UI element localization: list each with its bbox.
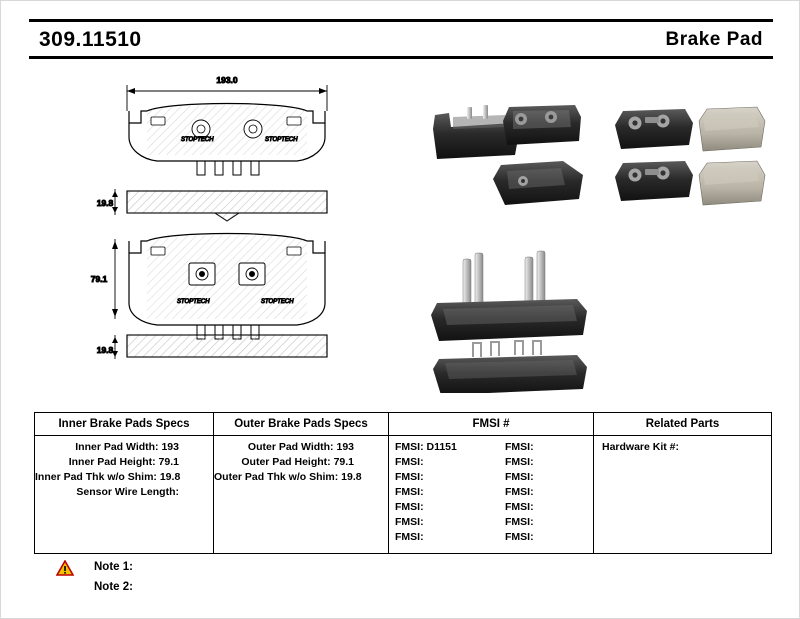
related-part-item: Hardware Kit #: bbox=[602, 441, 680, 453]
note-row bbox=[56, 557, 356, 577]
fmsi-item: FMSI: bbox=[395, 501, 424, 513]
fmsi-item: FMSI: bbox=[505, 441, 534, 453]
fmsi-item: FMSI: D1151 bbox=[395, 441, 457, 453]
note-label: Note 1: bbox=[94, 561, 133, 573]
spec-item: Inner Pad Width: 193 bbox=[75, 441, 179, 453]
fmsi-item: FMSI: bbox=[505, 471, 534, 483]
column-header-fmsi: FMSI # bbox=[389, 413, 594, 436]
product-photo-pad-with-sensor bbox=[431, 251, 587, 393]
product-photo-pad-set-left bbox=[433, 105, 583, 205]
column-header-related: Related Parts bbox=[594, 413, 772, 436]
notes-section bbox=[56, 557, 356, 597]
technical-drawing-inner-pad bbox=[91, 75, 327, 359]
fmsi-item: FMSI: bbox=[505, 456, 534, 468]
svg-text:19.8: 19.8 bbox=[96, 345, 114, 355]
column-header-inner: Inner Brake Pads Specs bbox=[35, 413, 214, 436]
svg-text:193.0: 193.0 bbox=[216, 75, 238, 85]
svg-text:STOPTECH: STOPTECH bbox=[177, 299, 210, 305]
table-row bbox=[35, 436, 772, 554]
fmsi-item: FMSI: bbox=[505, 501, 534, 513]
warning-triangle-icon bbox=[56, 560, 74, 576]
spec-item: Outer Pad Width: 193 bbox=[247, 441, 354, 453]
outer-specs-cell bbox=[214, 436, 389, 554]
svg-text:79.1: 79.1 bbox=[90, 274, 108, 284]
fmsi-item: FMSI: bbox=[395, 456, 424, 468]
spec-item: Sensor Wire Length: bbox=[76, 486, 179, 498]
note-row bbox=[56, 577, 356, 597]
spec-item: Outer Pad Height: 79.1 bbox=[241, 456, 354, 468]
document-header bbox=[29, 19, 773, 59]
svg-text:STOPTECH: STOPTECH bbox=[261, 299, 294, 305]
related-parts-cell bbox=[594, 436, 772, 554]
fmsi-item: FMSI: bbox=[395, 471, 424, 483]
document-type-label: Brake Pad bbox=[665, 29, 763, 50]
inner-specs-cell bbox=[35, 436, 214, 554]
svg-text:STOPTECH: STOPTECH bbox=[265, 137, 298, 143]
spec-item: Inner Pad Height: 79.1 bbox=[68, 456, 179, 468]
page-title: 309.11510 bbox=[39, 28, 142, 51]
spec-item: Outer Pad Thk w/o Shim: 19.8 bbox=[214, 471, 362, 483]
table-header-row bbox=[35, 413, 772, 436]
fmsi-item: FMSI: bbox=[505, 516, 534, 528]
fmsi-item: FMSI: bbox=[505, 531, 534, 543]
svg-text:STOPTECH: STOPTECH bbox=[181, 137, 214, 143]
svg-text:19.8: 19.8 bbox=[96, 198, 114, 208]
column-header-outer: Outer Brake Pads Specs bbox=[214, 413, 389, 436]
fmsi-item: FMSI: bbox=[395, 531, 424, 543]
specs-table bbox=[34, 412, 772, 554]
spec-item: Inner Pad Thk w/o Shim: 19.8 bbox=[35, 471, 181, 483]
note-label: Note 2: bbox=[94, 581, 133, 593]
drawing-area bbox=[29, 63, 773, 393]
fmsi-cell bbox=[389, 436, 594, 554]
fmsi-item: FMSI: bbox=[395, 486, 424, 498]
fmsi-item: FMSI: bbox=[505, 486, 534, 498]
product-photo-pad-set-right bbox=[615, 107, 765, 205]
fmsi-item: FMSI: bbox=[395, 516, 424, 528]
